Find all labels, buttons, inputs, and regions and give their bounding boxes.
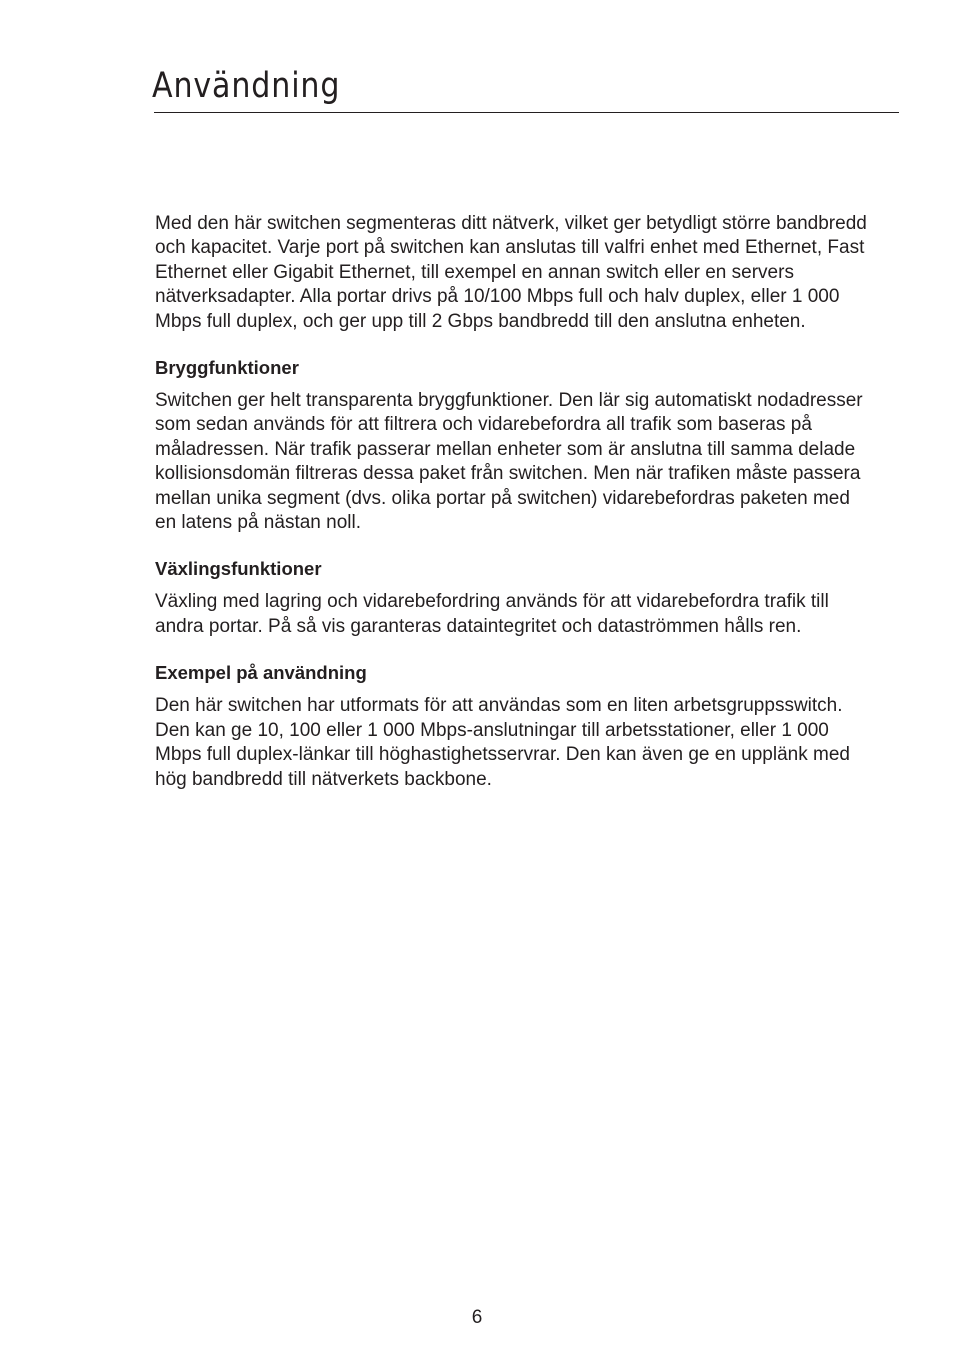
section-heading: Exempel på användning: [155, 662, 367, 684]
section-vaxlingsfunktioner: [155, 557, 875, 639]
section-paragraph: Den här switchen har utformats för att användas som en liten arbetsgruppsswitch. Den kan ge 10, 100 eller 1 000 Mbps-anslutningar till arbetsstationer, eller 1 000 Mbps full duplex-länkar till höghastighetsservrar. Den kan även ge en upplänk med hög bandbredd till nätverkets backbone.: [155, 695, 850, 790]
section-paragraph: Switchen ger helt transparenta bryggfunktioner. Den lär sig automatiskt nodadresser som sedan används för att filtrera och vidarebefordra all trafik som baseras på måladressen. När trafik passerar mellan enheter som är anslutna till samma delade kollisionsdomän filtreras dessa paket från switchen. Men när trafiken måste passera mellan unika segment (dvs. olika portar på switchen) vidarebefordras paketen med en latens på nästan noll.: [155, 390, 863, 534]
page-content: [155, 212, 875, 814]
section-exempel: [155, 661, 875, 792]
section-paragraph: Växling med lagring och vidarebefordring används för att vidarebefordra trafik till andra portar. På så vis garanteras dataintegritet och dataströmmen hålls ren.: [155, 591, 829, 637]
page-number: 6: [471, 1307, 483, 1328]
intro-paragraph: Med den här switchen segmenteras ditt nätverk, vilket ger betydligt större bandbredd och kapacitet. Varje port på switchen kan anslutas till valfri enhet med Ethernet, Fast Ethernet eller Gigabit Ethernet, till exempel en annan switch eller en servers nätverksadapter. Alla portar drivs på 10/100 Mbps full och halv duplex, eller 1 000 Mbps full duplex, och ger upp till 2 Gbps bandbredd till den anslutna enheten.: [155, 213, 867, 332]
section-heading: Bryggfunktioner: [155, 357, 299, 379]
section-heading: Växlingsfunktioner: [155, 558, 322, 580]
section-bryggfunktioner: [155, 356, 875, 535]
page-title: Användning: [152, 66, 341, 106]
title-divider: [154, 112, 899, 113]
